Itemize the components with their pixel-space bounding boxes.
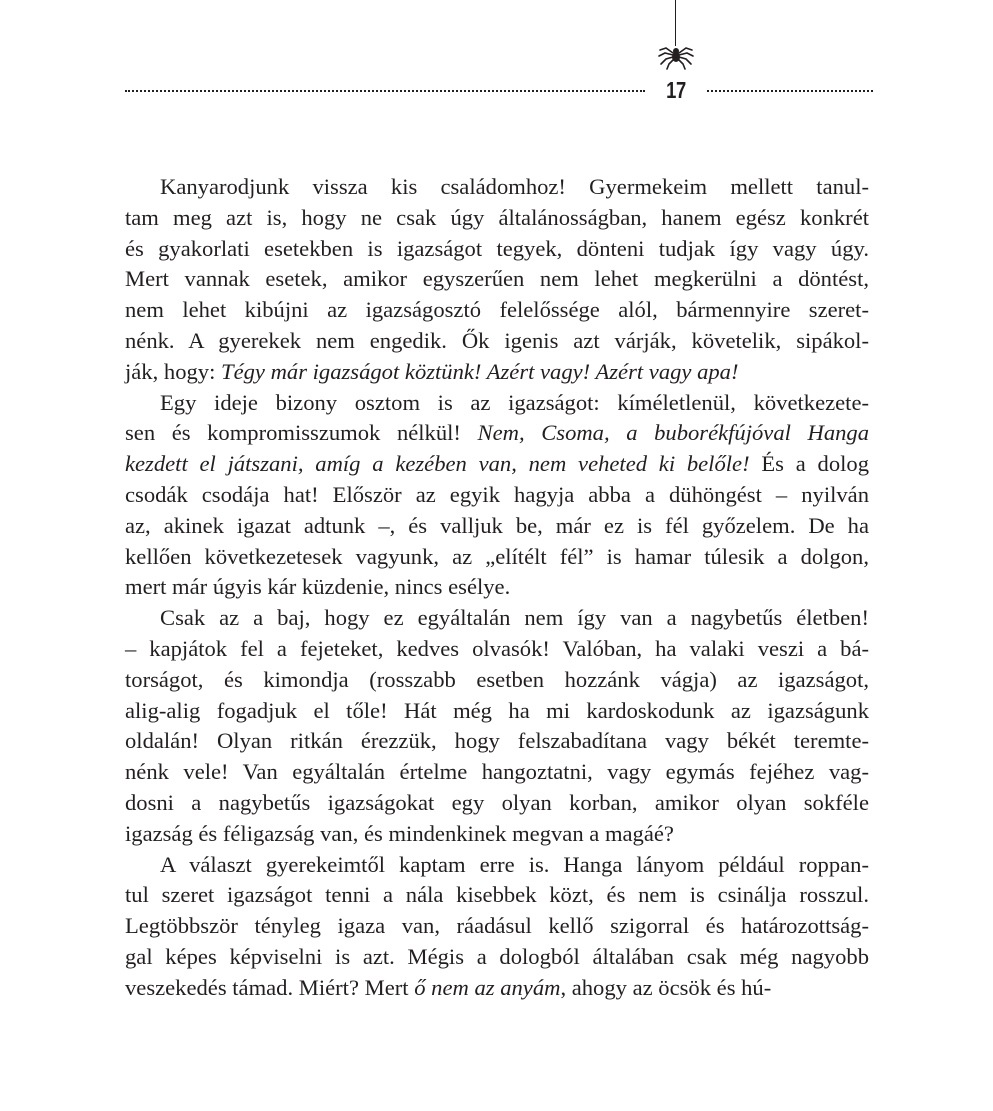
text-run: mert már úgyis kár küzdenie, nincs esélye. (125, 574, 511, 600)
text-run: És a dolog (749, 451, 869, 477)
paragraph (125, 850, 869, 1004)
text-run: nem lehet kibújni az igazságosztó felelőssége alól, bármennyire szeret- (125, 297, 869, 323)
text-line (125, 572, 869, 603)
italic-text: Nem, Csoma, a buborékfújóval Hanga (477, 420, 870, 446)
paragraph (125, 603, 869, 849)
text-line (125, 726, 869, 757)
page-number: 17 (666, 77, 686, 103)
text-line (125, 418, 869, 449)
text-run: Legtöbbször tényleg igaza van, ráadásul kellő szigorral és határozottság- (125, 913, 869, 939)
text-line (125, 203, 869, 234)
text-run: tul szeret igazságot tenni a nála kisebbek közt, és nem is csinálja rosszul. (125, 882, 869, 908)
text-line (125, 788, 869, 819)
text-line (125, 942, 869, 973)
text-run: csodák csodája hat! Először az egyik hagyja abba a dühöngést – nyilván (125, 481, 869, 507)
header-rule-right (707, 90, 873, 92)
text-line (125, 172, 869, 203)
text-line (125, 357, 869, 388)
paragraph (125, 172, 869, 388)
body-text (125, 172, 869, 1004)
text-line (125, 542, 869, 573)
text-run: és gyakorlati esetekben is igazságot tegyek, dönteni tudjak így vagy úgy. (125, 235, 869, 261)
paragraph (125, 388, 869, 604)
text-run: tam meg azt is, hogy ne csak úgy általánosságban, hanem egész konkrét (125, 204, 869, 230)
text-line (125, 326, 869, 357)
text-run: nénk. A gyerekek nem engedik. Ők igenis azt várják, követelik, sipákol- (125, 327, 869, 353)
hanging-spider-icon (656, 40, 696, 70)
text-run: ják, hogy: (125, 358, 222, 384)
text-run: oldalán! Olyan ritkán érezzük, hogy felszabadítana vagy békét teremte- (125, 728, 869, 754)
text-run: Csak az a baj, hogy ez egyáltalán nem így van a nagybetűs életben! (160, 605, 869, 631)
text-run: torságot, és kimondja (rosszabb esetben hozzánk vágja) az igazságot, (125, 666, 869, 692)
text-line (125, 696, 869, 727)
text-line (125, 634, 869, 665)
text-line (125, 757, 869, 788)
text-run: alig-alig fogadjuk el tőle! Hát még ha mi kardoskodunk az igazságunk (125, 697, 869, 723)
text-run: dosni a nagybetűs igazságokat egy olyan korban, amikor olyan sokféle (125, 789, 869, 815)
text-run: Mert vannak esetek, amikor egyszerűen nem lehet megkerülni a döntést, (125, 266, 869, 292)
text-run: A választ gyerekeimtől kaptam erre is. Hanga lányom például roppan- (160, 851, 869, 877)
text-line (125, 480, 869, 511)
text-run: sen és kompromisszumok nélkül! (125, 420, 478, 446)
text-line (125, 603, 869, 634)
text-line (125, 911, 869, 942)
text-run: az, akinek igazat adtunk –, és valljuk be, már ez is fél győzelem. De ha (125, 512, 869, 538)
header-rule-left (125, 90, 645, 92)
text-run: gal képes képviselni is azt. Mégis a dologból általában csak még nagyobb (125, 943, 869, 969)
text-line (125, 973, 869, 1004)
text-line (125, 665, 869, 696)
text-line (125, 880, 869, 911)
text-line (125, 295, 869, 326)
text-run: Egy ideje bizony osztom is az igazságot: kíméletlenül, következete- (160, 389, 869, 415)
italic-text: kezdett el játszani, amíg a kezében van, nem veheted ki belőle! (125, 451, 750, 477)
text-line (125, 449, 869, 480)
italic-text: ő nem az anyám (414, 974, 561, 1000)
text-run: igazság és féligazság van, és mindenkinek megvan a magáé? (125, 820, 674, 846)
text-line (125, 819, 869, 850)
text-run: , ahogy az öcsök és hú- (560, 974, 772, 1000)
text-line (125, 511, 869, 542)
text-run: veszekedés támad. Miért? Mert (125, 974, 415, 1000)
text-run: Kanyarodjunk vissza kis családomhoz! Gyermekeim mellett tanul- (160, 174, 869, 199)
text-run: – kapjátok fel a fejeteket, kedves olvasók! Valóban, ha valaki veszi a bá- (125, 635, 869, 661)
text-line (125, 264, 869, 295)
text-run: nénk vele! Van egyáltalán értelme hangoztatni, vagy egymás fejéhez vag- (125, 759, 869, 785)
italic-text: Tégy már igazságot köztünk! Azért vagy! Azért vagy apa! (221, 358, 739, 384)
text-line (125, 850, 869, 881)
text-line (125, 234, 869, 265)
text-run: kellően következetesek vagyunk, az „elítélt fél” is hamar túlesik a dolgon, (125, 543, 869, 569)
text-line (125, 388, 869, 419)
